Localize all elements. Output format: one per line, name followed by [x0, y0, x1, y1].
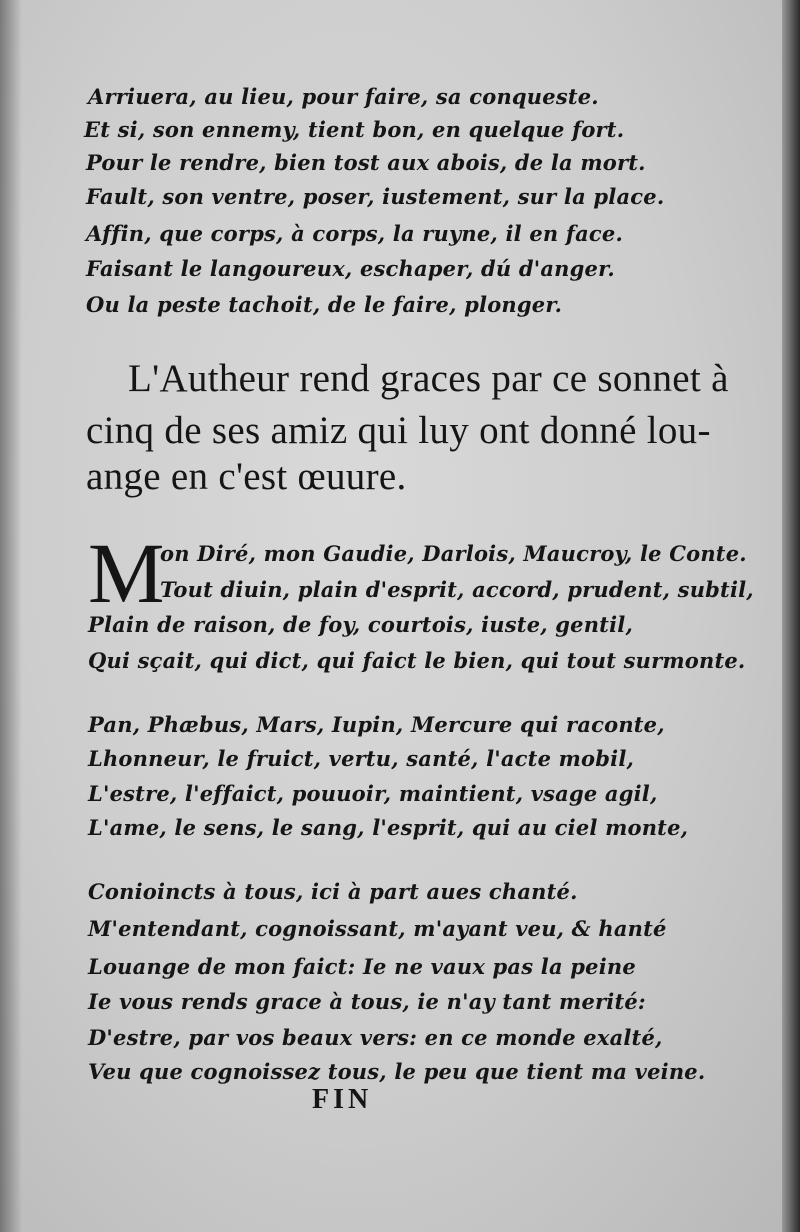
sonnet-line: Louange de mon faict: Ie ne vaux pas la peine: [88, 954, 636, 979]
stanza-line: Fault, son ventre, poser, iustement, sur la place.: [86, 184, 665, 209]
sonnet-line: Lhonneur, le fruict, vertu, santé, l'acte mobil,: [88, 746, 635, 771]
sonnet-line: Ie vous rends grace à tous, ie n'ay tant merité:: [88, 989, 646, 1014]
stanza-line: Affin, que corps, à corps, la ruyne, il en face.: [86, 221, 623, 246]
sonnet-line: L'ame, le sens, le sang, l'esprit, qui au ciel monte,: [88, 815, 689, 840]
gutter-shadow: [0, 0, 22, 1232]
sonnet-line: on Diré, mon Gaudie, Darlois, Maucroy, le Conte.: [160, 541, 747, 566]
section-heading-line: cinq de ses amiz qui luy ont donné lou-: [86, 409, 711, 452]
stanza-line: Et si, son ennemy, tient bon, en quelque fort.: [84, 117, 625, 142]
sonnet-line: Plain de raison, de foy, courtois, iuste, gentil,: [88, 612, 633, 637]
sonnet-line: Veu que cognoissez tous, le peu que tient ma veine.: [88, 1059, 706, 1084]
page-edge: [782, 0, 800, 1232]
drop-cap: M: [88, 525, 165, 621]
stanza-line: Ou la peste tachoit, de le faire, plonger.: [86, 292, 563, 317]
sonnet-line: Tout diuin, plain d'esprit, accord, prudent, subtil,: [160, 577, 754, 602]
sonnet-line: Conioincts à tous, ici à part aues chanté.: [88, 879, 578, 904]
stanza-line: Faisant le langoureux, eschaper, dú d'anger.: [86, 256, 615, 281]
sonnet-line: L'estre, l'effaict, pouuoir, maintient, vsage agil,: [88, 781, 658, 806]
section-heading-line: ange en c'est œuure.: [86, 455, 407, 498]
stanza-line: Pour le rendre, bien tost aux abois, de la mort.: [86, 150, 646, 175]
sonnet-line: D'estre, par vos beaux vers: en ce monde exalté,: [88, 1025, 663, 1050]
sonnet-line: M'entendant, cognoissant, m'ayant veu, & hanté: [88, 916, 667, 941]
stanza-line: Arriuera, au lieu, pour faire, sa conqueste.: [88, 84, 599, 109]
closing-fin: FIN: [312, 1084, 373, 1115]
sonnet-line: Qui sçait, qui dict, qui faict le bien, qui tout surmonte.: [88, 648, 746, 673]
sonnet-line: Pan, Phæbus, Mars, Iupin, Mercure qui raconte,: [88, 712, 665, 737]
section-heading-line: L'Autheur rend graces par ce sonnet à: [128, 357, 729, 400]
